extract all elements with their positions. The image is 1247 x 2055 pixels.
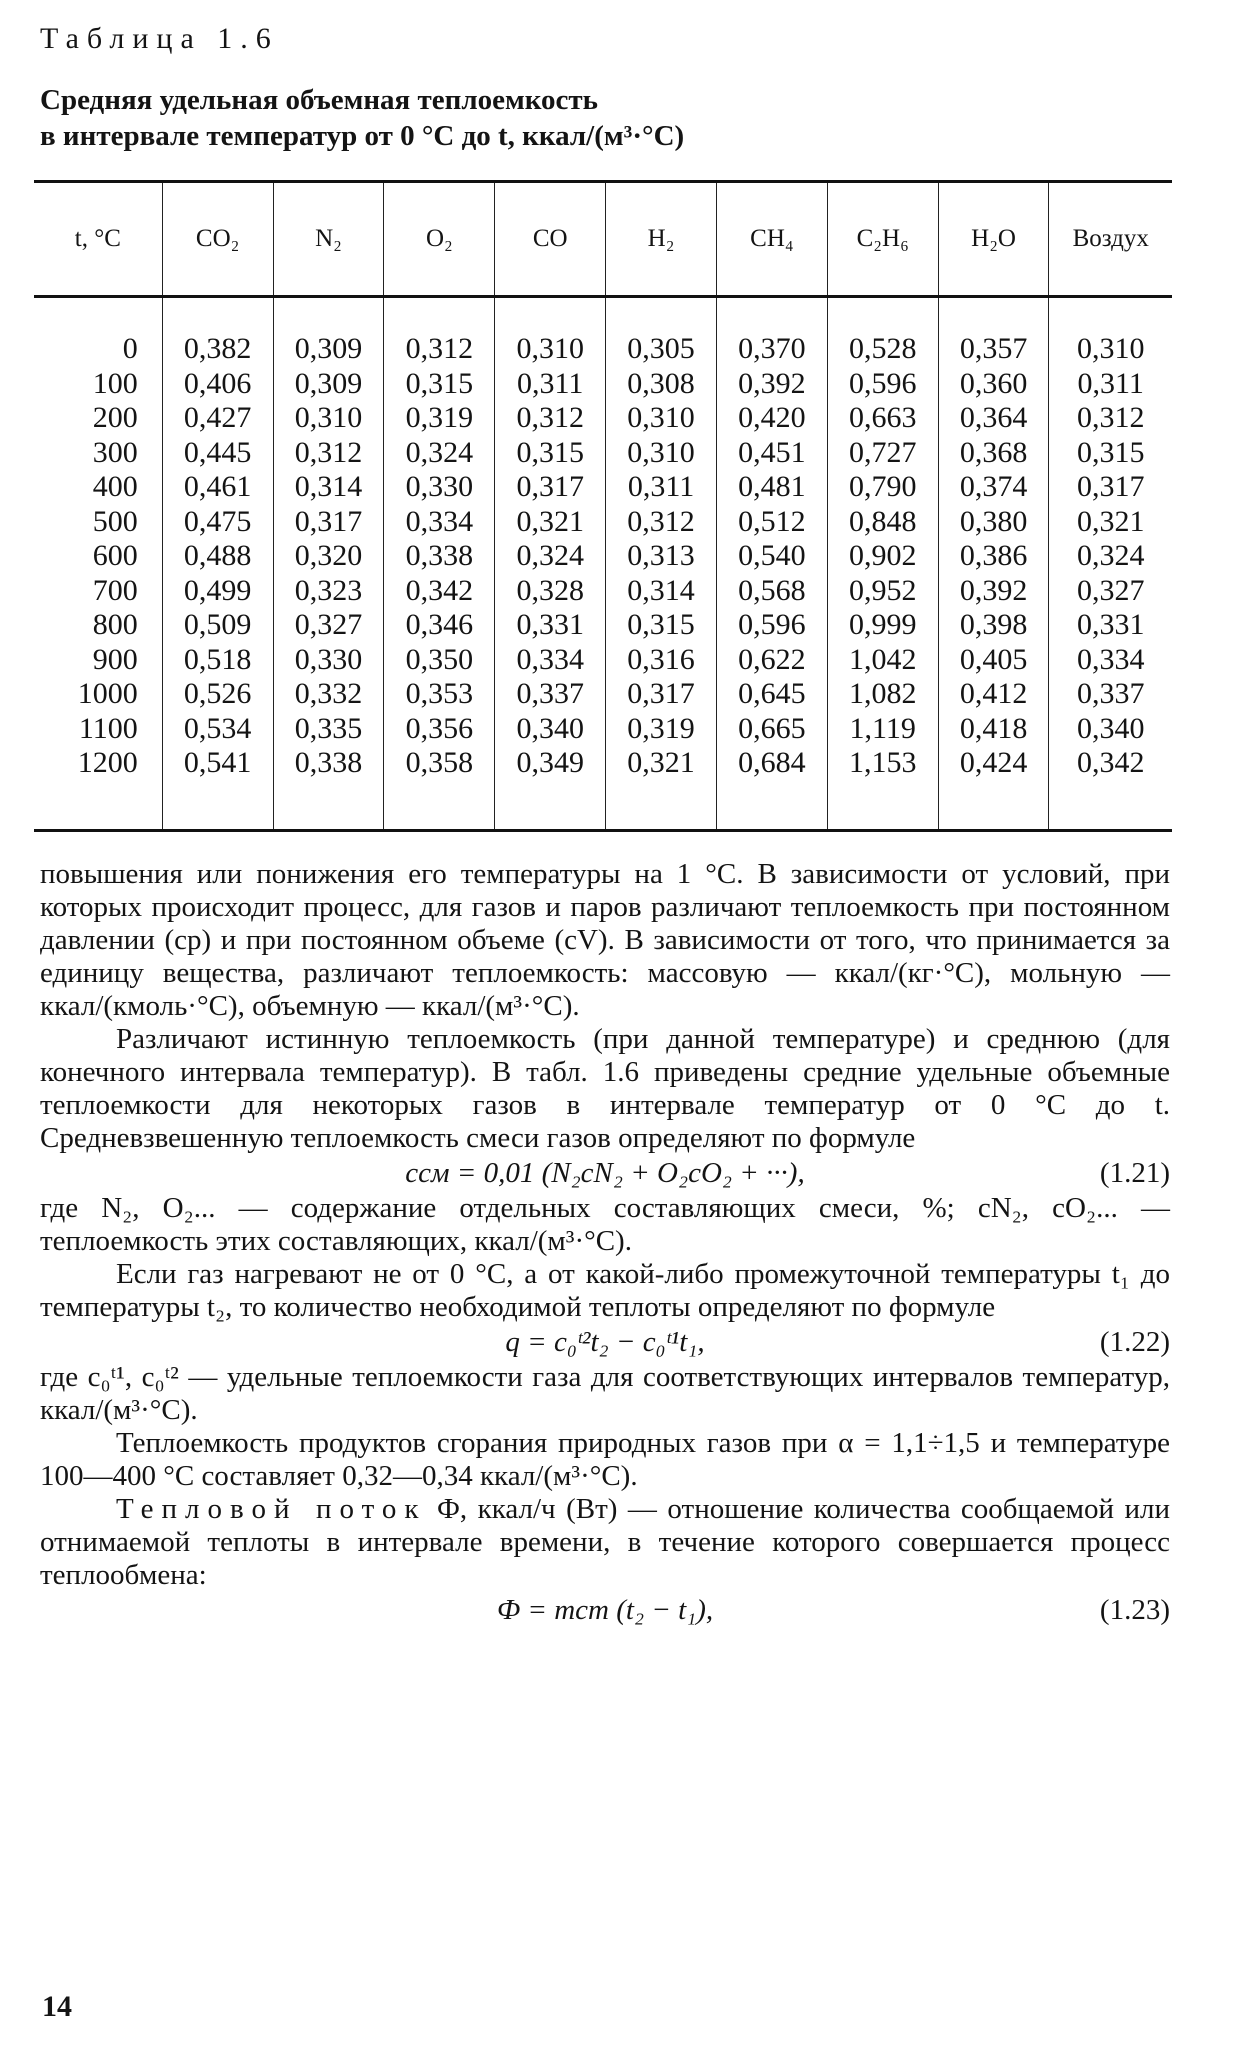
- value-cell: 0,902: [827, 539, 938, 574]
- value-cell: 0,346: [384, 608, 495, 643]
- value-cell: 0,310: [606, 401, 717, 436]
- value-cell: 0,340: [495, 712, 606, 747]
- table-row: [34, 608, 1172, 643]
- temperature-cell: 1100: [78, 711, 138, 745]
- page-number: 14: [42, 1990, 72, 2023]
- caption-line-2: в интервале температур от 0 °C до t, ккал/(м³·°C): [40, 120, 685, 152]
- formula-number: (1.22): [1099, 1325, 1170, 1358]
- temperature-cell: 700: [92, 573, 138, 607]
- value-cell: 0,321: [495, 505, 606, 540]
- temperature-cell: 1200: [77, 746, 138, 779]
- value-cell: 0,622: [716, 643, 827, 678]
- value-cell: 0,316: [606, 643, 717, 678]
- paragraph: где c₀ᵗ¹, c₀ᵗ² — удельные теплоемкости газа для соответствующих интервалов температур, ккал/(м³·°C).: [40, 1360, 1170, 1426]
- value-cell: 0,332: [273, 677, 384, 712]
- value-cell: 0,684: [716, 746, 827, 830]
- value-cell: 0,328: [495, 574, 606, 609]
- value-cell: 0,313: [606, 539, 717, 574]
- value-cell: 0,305: [606, 297, 717, 367]
- value-cell: 0,374: [938, 470, 1049, 505]
- paragraph: Различают истинную теплоемкость (при данной температуре) и среднюю (для конечного интервала температур). В табл. 1.6 приведены средние удельные объемные теплоемкости для некоторых газов в интервале температур от 0 °C до t. Средневзвешенную теплоемкость смеси газов определяют по формуле: [40, 1022, 1170, 1154]
- value-cell: 0,337: [1049, 677, 1172, 712]
- value-cell: 0,512: [716, 505, 827, 540]
- value-cell: 0,364: [938, 401, 1049, 436]
- value-cell: 0,353: [384, 677, 495, 712]
- value-cell: 0,596: [827, 367, 938, 402]
- value-cell: 0,312: [1049, 401, 1172, 436]
- value-cell: 0,848: [827, 505, 938, 540]
- table-row: [34, 643, 1172, 678]
- value-cell: 0,327: [273, 608, 384, 643]
- value-cell: 0,540: [716, 539, 827, 574]
- temperature-cell: 100: [92, 366, 138, 400]
- value-cell: 0,315: [495, 436, 606, 471]
- value-cell: 0,311: [606, 470, 717, 505]
- value-cell: 0,315: [606, 608, 717, 643]
- column-header: CH₄: [716, 182, 827, 297]
- value-cell: 0,324: [495, 539, 606, 574]
- value-cell: 0,420: [716, 401, 827, 436]
- value-cell: 0,370: [716, 297, 827, 367]
- value-cell: 0,350: [384, 643, 495, 678]
- column-header: CO₂: [162, 182, 273, 297]
- column-header: H₂: [606, 182, 717, 297]
- value-cell: 0,310: [606, 436, 717, 471]
- temperature-cell: 400: [92, 470, 138, 503]
- value-cell: 0,534: [162, 712, 273, 747]
- value-cell: 0,596: [716, 608, 827, 643]
- value-cell: 0,321: [1049, 505, 1172, 540]
- body-text: [40, 858, 1170, 1627]
- value-cell: 0,315: [384, 367, 495, 402]
- column-header: O₂: [384, 182, 495, 297]
- value-cell: 0,319: [606, 712, 717, 747]
- value-cell: 0,528: [827, 297, 938, 367]
- value-cell: 1,119: [827, 712, 938, 747]
- temperature-cell: 300: [92, 435, 138, 469]
- value-cell: 0,412: [938, 677, 1049, 712]
- table-label: Таблица 1.6: [40, 22, 279, 55]
- value-cell: 0,518: [162, 643, 273, 678]
- value-cell: 0,727: [827, 436, 938, 471]
- table-row: [34, 297, 1172, 367]
- value-cell: 0,427: [162, 401, 273, 436]
- value-cell: 0,334: [495, 643, 606, 678]
- value-cell: 0,327: [1049, 574, 1172, 609]
- value-cell: 0,335: [273, 712, 384, 747]
- temperature-cell: 600: [92, 539, 138, 572]
- value-cell: 0,451: [716, 436, 827, 471]
- paragraph: [40, 1493, 1170, 1592]
- temperature-cell: 0: [122, 332, 138, 365]
- page: [40, 22, 1170, 1629]
- formula-number: (1.21): [1099, 1156, 1170, 1189]
- value-cell: 1,042: [827, 643, 938, 678]
- paragraph: Теплоемкость продуктов сгорания природных газов при α = 1,1÷1,5 и температуре 100—400 °C составляет 0,32—0,34 ккал/(м³·°C).: [40, 1426, 1170, 1492]
- value-cell: 0,321: [606, 746, 717, 830]
- table-row: [34, 574, 1172, 609]
- value-cell: 0,357: [938, 297, 1049, 367]
- value-cell: 0,380: [938, 505, 1049, 540]
- temperature-cell: 800: [92, 608, 138, 641]
- value-cell: 0,317: [495, 470, 606, 505]
- paragraph-text: Ф, ккал/ч (Вт) — отношение количества сообщаемой или отнимаемой теплоты в интервале времени, в течение которого совершается процесс теплообмена:: [40, 1492, 1170, 1591]
- value-cell: 0,340: [1049, 712, 1172, 747]
- value-cell: 0,349: [495, 746, 606, 830]
- value-cell: 0,310: [1049, 297, 1172, 367]
- value-cell: 0,663: [827, 401, 938, 436]
- value-cell: 0,509: [162, 608, 273, 643]
- term-heat-flow: Тепловой поток: [116, 1492, 427, 1525]
- column-header: N₂: [273, 182, 384, 297]
- formula-1-22: [40, 1326, 1170, 1359]
- value-cell: 0,488: [162, 539, 273, 574]
- value-cell: 0,645: [716, 677, 827, 712]
- value-cell: 0,665: [716, 712, 827, 747]
- value-cell: 0,499: [162, 574, 273, 609]
- table-row: [34, 746, 1172, 830]
- value-cell: 0,475: [162, 505, 273, 540]
- value-cell: 0,356: [384, 712, 495, 747]
- formula-number: (1.23): [1099, 1593, 1170, 1626]
- value-cell: 0,331: [1049, 608, 1172, 643]
- table-row: [34, 539, 1172, 574]
- value-cell: 0,392: [938, 574, 1049, 609]
- column-header: t, °C: [34, 182, 162, 297]
- value-cell: 0,323: [273, 574, 384, 609]
- value-cell: 0,481: [716, 470, 827, 505]
- value-cell: 0,324: [1049, 539, 1172, 574]
- table-row: [34, 712, 1172, 747]
- paragraph: где N₂, O₂... — содержание отдельных составляющих смеси, %; cN₂, cO₂... — теплоемкость этих составляющих, ккал/(м³·°C).: [40, 1191, 1170, 1257]
- table-body: [34, 297, 1172, 831]
- value-cell: 0,386: [938, 539, 1049, 574]
- value-cell: 0,317: [273, 505, 384, 540]
- value-cell: 0,312: [495, 401, 606, 436]
- table-caption: [40, 82, 1170, 154]
- value-cell: 0,331: [495, 608, 606, 643]
- value-cell: 0,424: [938, 746, 1049, 830]
- value-cell: 0,360: [938, 367, 1049, 402]
- table-row: [34, 470, 1172, 505]
- table-row: [34, 436, 1172, 471]
- value-cell: 0,338: [273, 746, 384, 830]
- value-cell: 0,334: [1049, 643, 1172, 678]
- value-cell: 0,314: [273, 470, 384, 505]
- value-cell: 0,445: [162, 436, 273, 471]
- value-cell: 0,312: [273, 436, 384, 471]
- value-cell: 0,311: [495, 367, 606, 402]
- value-cell: 0,342: [1049, 746, 1172, 830]
- value-cell: 0,309: [273, 297, 384, 367]
- value-cell: 0,382: [162, 297, 273, 367]
- table-row: [34, 401, 1172, 436]
- value-cell: 0,311: [1049, 367, 1172, 402]
- caption-line-1: Средняя удельная объемная теплоемкость: [40, 84, 598, 116]
- paragraph: Если газ нагревают не от 0 °C, а от какой-либо промежуточной температуры t₁ до температуры t₂, то количество необходимой теплоты определяют по формуле: [40, 1257, 1170, 1323]
- value-cell: 0,405: [938, 643, 1049, 678]
- value-cell: 0,526: [162, 677, 273, 712]
- formula-1-23: [40, 1594, 1170, 1627]
- value-cell: 0,330: [384, 470, 495, 505]
- temperature-cell: 1000: [77, 677, 138, 710]
- value-cell: 0,541: [162, 746, 273, 830]
- formula-text: cсм = 0,01 (N₂cN₂ + O₂cO₂ + ···),: [405, 1156, 805, 1189]
- value-cell: 0,312: [606, 505, 717, 540]
- value-cell: 0,330: [273, 643, 384, 678]
- value-cell: 0,312: [384, 297, 495, 367]
- value-cell: 0,342: [384, 574, 495, 609]
- formula-text: q = c₀ᵗ²t₂ − c₀ᵗ¹t₁,: [505, 1325, 705, 1358]
- value-cell: 0,319: [384, 401, 495, 436]
- value-cell: 0,314: [606, 574, 717, 609]
- value-cell: 0,952: [827, 574, 938, 609]
- paragraph: повышения или понижения его температуры на 1 °C. В зависимости от условий, при которых происходит процесс, для газов и паров различают теплоемкость при постоянном давлении (cp) и при постоянном объеме (cV). В зависимости от того, что принимается за единицу вещества, различают теплоемкость: массовую — ккал/(кг·°C), мольную — ккал/(кмоль·°C), объемную — ккал/(м³·°C).: [40, 857, 1170, 1022]
- value-cell: 0,999: [827, 608, 938, 643]
- value-cell: 1,082: [827, 677, 938, 712]
- heat-capacity-table: [34, 180, 1172, 832]
- value-cell: 0,368: [938, 436, 1049, 471]
- value-cell: 0,398: [938, 608, 1049, 643]
- value-cell: 0,324: [384, 436, 495, 471]
- value-cell: 0,358: [384, 746, 495, 830]
- formula-1-21: [40, 1157, 1170, 1190]
- value-cell: 0,320: [273, 539, 384, 574]
- value-cell: 0,461: [162, 470, 273, 505]
- column-header: CO: [495, 182, 606, 297]
- value-cell: 0,308: [606, 367, 717, 402]
- value-cell: 0,317: [1049, 470, 1172, 505]
- table-row: [34, 677, 1172, 712]
- table-header-row: [34, 182, 1172, 297]
- value-cell: 0,309: [273, 367, 384, 402]
- value-cell: 0,338: [384, 539, 495, 574]
- value-cell: 0,568: [716, 574, 827, 609]
- value-cell: 0,334: [384, 505, 495, 540]
- column-header: H₂O: [938, 182, 1049, 297]
- value-cell: 0,337: [495, 677, 606, 712]
- value-cell: 0,406: [162, 367, 273, 402]
- value-cell: 0,317: [606, 677, 717, 712]
- temperature-cell: 200: [92, 401, 138, 434]
- value-cell: 0,392: [716, 367, 827, 402]
- value-cell: 0,310: [495, 297, 606, 367]
- temperature-cell: 500: [92, 504, 138, 538]
- temperature-cell: 900: [92, 642, 138, 676]
- column-header: C₂H₆: [827, 182, 938, 297]
- table-row: [34, 505, 1172, 540]
- value-cell: 0,315: [1049, 436, 1172, 471]
- column-header: Воздух: [1049, 182, 1172, 297]
- value-cell: 1,153: [827, 746, 938, 830]
- formula-text: Ф = mcm (t₂ − t₁),: [496, 1593, 714, 1626]
- value-cell: 0,418: [938, 712, 1049, 747]
- table-row: [34, 367, 1172, 402]
- value-cell: 0,790: [827, 470, 938, 505]
- value-cell: 0,310: [273, 401, 384, 436]
